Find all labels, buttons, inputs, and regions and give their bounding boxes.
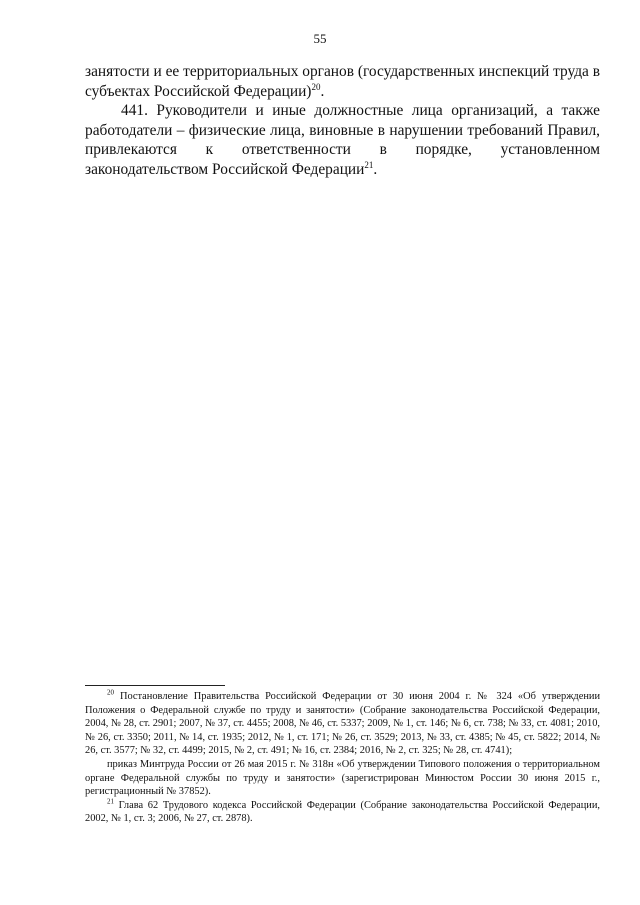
- footnote-divider: [85, 685, 225, 686]
- footnote-marker: 20: [107, 688, 114, 697]
- footnote-marker: 21: [107, 797, 114, 806]
- footnote-text: Глава 62 Трудового кодекса Российской Федерации (Собрание законодательства Российской Федерации, 2002, № 1, ст. 3; 2006, № 27, ст. 2878).: [85, 799, 600, 825]
- footnote-reference: 21: [364, 159, 374, 170]
- footnote-text: приказ Минтруда России от 26 мая 2015 г. № 318н «Об утверждении Типового положения о территориальном органе Федеральной службы по труду и занятости» (зарегистрирован Минюстом России 30 июня 2015 г., регистрационный № 37852).: [85, 758, 600, 798]
- paragraph-end: .: [320, 82, 325, 100]
- footnotes: [85, 690, 600, 826]
- paragraph-text: занятости и ее территориальных органов (государственных инспекций труда в субъектах Российской Федерации): [85, 63, 600, 100]
- paragraph-text: 441. Руководители и иные должностные лица организаций, а также работодатели – физические лица, виновные в нарушении требований Правил, привлекаются к ответственности в порядке, установленном законодательством Российской Федерации: [85, 102, 600, 178]
- footnote-reference: 20: [311, 81, 321, 92]
- page-number: 55: [313, 31, 327, 46]
- footnote-text: Постановление Правительства Российской Федерации от 30 июня 2004 г. № 324 «Об утверждении Положения о Федеральной службе по труду и занятости» (Собрание законодательства Российской Федерации, 2004, № 28, ст. 2901; 2007, № 37, ст. 4455; 2008, № 46, ст. 5337; 2009, № 1, ст. 146; № 6, ст. 738; № 33, ст. 4081; 2010, № 26, ст. 3350; 2011, № 14, ст. 1935; 2012, № 1, ст. 171; № 26, ст. 3529; 2013, № 33, ст. 4385; № 45, ст. 5822; 2014, № 26, ст. 3577; № 32, ст. 4499; 2015, № 2, ст. 491; № 16, ст. 2384; 2016, № 2, ст. 325; № 28, ст. 4741);: [85, 691, 600, 757]
- paragraph-continuation: [85, 62, 600, 101]
- footnote-20-continuation: [85, 758, 600, 799]
- paragraph-441: [85, 101, 600, 179]
- footnote-20: [85, 690, 600, 758]
- footnote-21: [85, 799, 600, 826]
- main-text: [85, 62, 600, 179]
- paragraph-end: .: [373, 160, 378, 178]
